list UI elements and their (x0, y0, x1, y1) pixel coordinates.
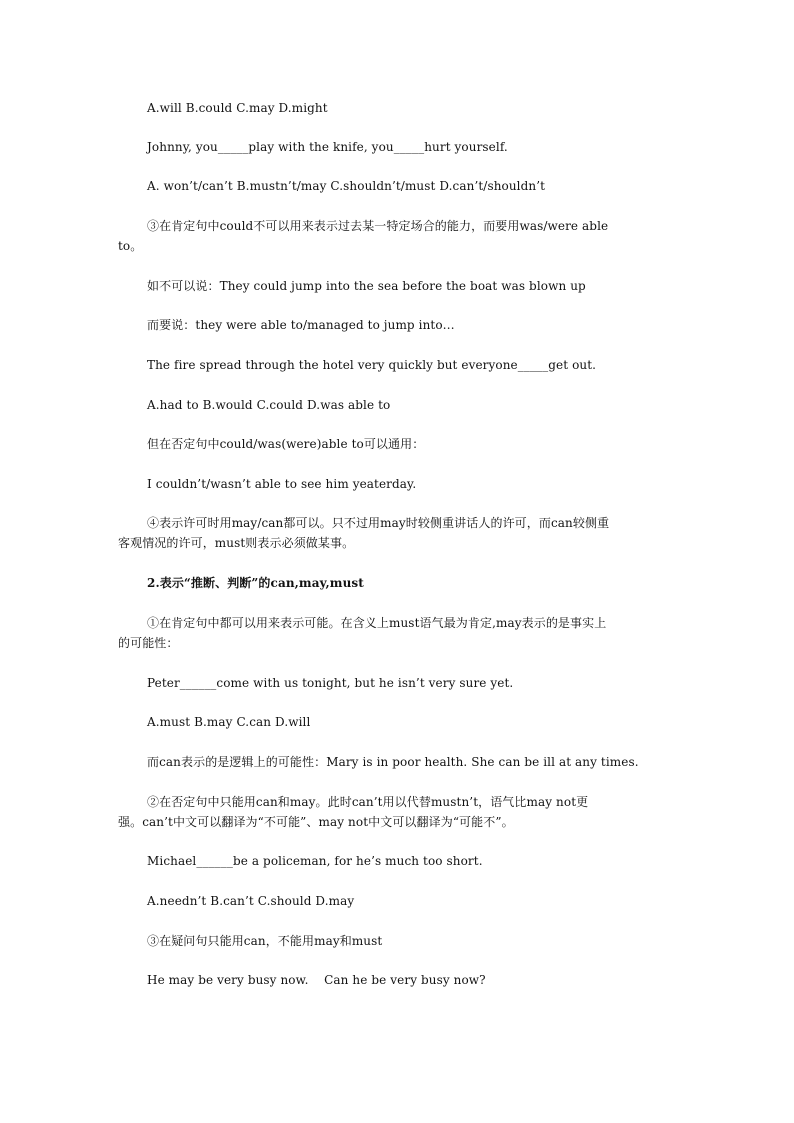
rule-3-text: ③在肯定句中could不可以用来表示过去某一特定场合的能力，而要用was/were able (147, 219, 609, 233)
cannot-say-example: 如不可以说：They could jump into the sea before the boat was blown up (147, 279, 586, 293)
rule-4-text-cont: 客观情况的许可，must则表示必须做某事。 (118, 536, 355, 550)
options-line-1: A.will B.could C.may D.might (147, 101, 328, 115)
example-sentence-fire: The fire spread through the hotel very quickly but everyone_____get out. (147, 358, 597, 372)
example-sentence-couldnt: I couldn’t/wasn’t able to see him yeaterday. (147, 477, 417, 491)
negative-usage-note: 但在否定句中could/was(were)able to可以通用： (147, 437, 425, 451)
example-sentence-peter: Peter______come with us tonight, but he isn’t very sure yet. (147, 676, 514, 690)
rule-4-text: ④表示许可时用may/can都可以。只不过用may时较侧重讲话人的许可，而can较侧重 (147, 516, 610, 530)
rule-1-text: ①在肯定句中都可以用来表示可能。在含义上must语气最为肯定,may表示的是事实上 (147, 616, 607, 630)
can-logical-possibility: 而can表示的是逻辑上的可能性：Mary is in poor health. She can be ill at any times. (147, 755, 639, 769)
example-sentence-michael: Michael______be a policeman, for he’s much too short. (147, 854, 483, 868)
rule-3-question: ③在疑问句只能用can，不能用may和must (147, 934, 383, 948)
rule-3-text-cont: to。 (118, 239, 143, 253)
rule-2-text: ②在否定句中只能用can和may。此时can’t用以代替mustn’t，语气比may not更 (147, 795, 589, 809)
rule-1-text-cont: 的可能性： (118, 636, 179, 650)
options-line-4: A.must B.may C.can D.will (147, 715, 311, 729)
options-line-5: A.needn’t B.can’t C.should D.may (147, 894, 355, 908)
section-heading-2: 2.表示“推断、判断”的can,may,must (147, 576, 364, 590)
rule-2-text-cont: 强。can’t中文可以翻译为“不可能”、may not中文可以翻译为“可能不”。 (118, 815, 514, 829)
example-sentence-busy: He may be very busy now. Can he be very busy now? (147, 973, 486, 987)
options-line-2: A. won’t/can’t B.mustn’t/may C.shouldn’t/must D.can’t/shouldn’t (147, 179, 546, 193)
example-sentence-johnny: Johnny, you_____play with the knife, you_____hurt yourself. (147, 140, 508, 154)
options-line-3: A.had to B.would C.could D.was able to (147, 398, 391, 412)
should-say-example: 而要说：they were able to/managed to jump into… (147, 318, 455, 332)
